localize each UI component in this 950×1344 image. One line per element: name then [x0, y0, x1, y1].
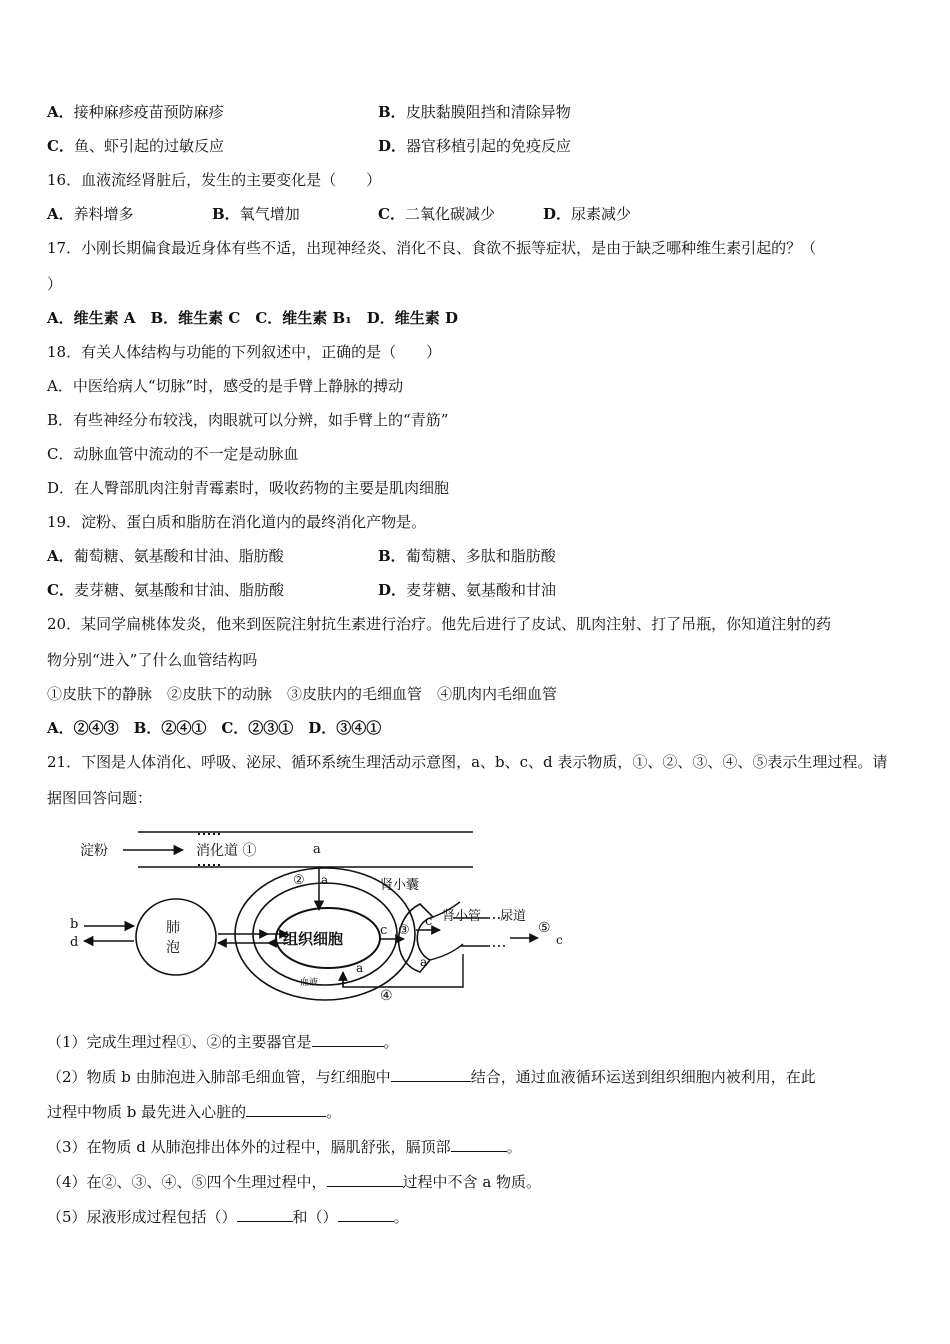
alveolus-char1: 肺: [166, 920, 180, 936]
label-a-top: a: [313, 842, 321, 857]
answer-blank-1[interactable]: [312, 1032, 384, 1047]
q15-option-a: A．接种麻疹疫苗预防麻疹: [47, 103, 224, 121]
label-c-left: c: [380, 923, 388, 938]
physiology-diagram: [68, 822, 568, 1010]
answer-blank-5b[interactable]: [338, 1207, 394, 1222]
q18-option-b: B．有些神经分布较浅，肉眼就可以分辨，如手臂上的“青筋”: [47, 411, 449, 429]
q19-option-c: C．麦芽糖、氨基酸和甘油、脂肪酸: [47, 581, 284, 599]
q21-sub2-cont: 过程中物质 b 最先进入心脏的 。: [47, 1103, 342, 1121]
q21-sub2: （2）物质 b 由肺泡进入肺部毛细血管，与红细胞中 结合，通过血液循环运送到组织细胞内被利用，在此: [47, 1068, 816, 1086]
process-three: ③: [398, 923, 410, 938]
q20-items: ①皮肤下的静脉 ②皮肤下的动脉 ③皮肤内的毛细血管 ④肌肉内毛细血管: [47, 685, 558, 703]
q21-stem-line2: 据图回答问题：: [47, 789, 153, 807]
label-b: b: [70, 917, 79, 932]
q21-sub3: （3）在物质 d 从肺泡排出体外的过程中，膈肌舒张，膈顶部 。: [47, 1138, 522, 1156]
label-a-absorb: a: [321, 873, 329, 887]
q17-options: A．维生素 A B．维生素 C C．维生素 B₁ D．维生素 D: [47, 309, 458, 327]
starch-label: 淀粉: [80, 843, 108, 859]
label-a-lower: a: [356, 961, 364, 975]
label-d: d: [70, 935, 79, 950]
answer-blank-4[interactable]: [327, 1172, 403, 1187]
answer-blank-2a[interactable]: [391, 1067, 471, 1082]
q16-option-d: D．尿素减少: [543, 205, 632, 223]
q15-option-d: D．器官移植引起的免疫反应: [378, 137, 572, 155]
q19-option-d: D．麦芽糖、氨基酸和甘油: [378, 581, 557, 599]
q16-option-a: A．养料增多: [47, 205, 134, 223]
q18-option-c: C．动脉血管中流动的不一定是动脉血: [47, 445, 299, 463]
process-two: ②: [293, 873, 305, 888]
tubule-label: 肾小管: [442, 909, 482, 924]
label-c-right: c: [556, 933, 563, 947]
q19-stem: 19．淀粉、蛋白质和脂肪在消化道内的最终消化产物是。: [47, 513, 427, 531]
process-five: ⑤: [538, 920, 551, 936]
urethra-label: 尿道: [500, 909, 527, 924]
answer-blank-5a[interactable]: [237, 1207, 293, 1222]
q20-stem-line2: 物分别“进入”了什么血管结构吗: [47, 651, 258, 669]
alveolus: [136, 899, 216, 975]
answer-blank-3[interactable]: [451, 1137, 507, 1152]
q16-stem: 16．血液流经肾脏后，发生的主要变化是（ ）: [47, 171, 382, 189]
process-four: ④: [380, 988, 393, 1004]
q17-stem-line1: 17．小刚长期偏食最近身体有些不适，出现神经炎、消化不良、食欲不振等症状，是由于缺乏哪种维生素引起的？（: [47, 239, 817, 257]
q18-option-d: D．在人臀部肌肉注射青霉素时，吸收药物的主要是肌肉细胞: [47, 479, 450, 497]
q15-option-b: B．皮肤黏膜阻挡和清除异物: [378, 103, 571, 121]
q19-option-b: B．葡萄糖、多肽和脂肪酸: [378, 547, 556, 565]
tissue-label: 组织细胞: [283, 930, 344, 948]
q21-sub5: （5）尿液形成过程包括（） 和（） 。: [47, 1208, 409, 1226]
q20-options: A．②④③ B．②④① C．②③① D．③④①: [47, 719, 382, 737]
q21-sub1: （1）完成生理过程①、②的主要器官是 。: [47, 1033, 399, 1051]
tract-label: 消化道 ①: [196, 843, 257, 859]
q21-stem-line1: 21．下图是人体消化、呼吸、泌尿、循环系统生理活动示意图，a、b、c、d 表示物质，①、②、③、④、⑤表示生理过程。请: [47, 753, 888, 771]
q20-stem-line1: 20．某同学扁桃体发炎，他来到医院注射抗生素进行治疗。他先后进行了皮试、肌肉注射、打了吊瓶，你知道注射的药: [47, 615, 832, 633]
label-c-mid: c: [425, 914, 433, 929]
q16-option-b: B．氧气增加: [212, 205, 300, 223]
q18-option-a: A．中医给病人“切脉”时，感受的是手臂上静脉的搏动: [47, 377, 404, 395]
alveolus-char2: 泡: [166, 940, 180, 956]
blood-label: 血液: [300, 978, 319, 988]
q18-stem: 18．有关人体结构与功能的下列叙述中，正确的是（ ）: [47, 343, 442, 361]
q16-option-c: C．二氧化碳减少: [378, 205, 495, 223]
kidney-capsule-label: 肾小囊: [380, 878, 420, 893]
q19-option-a: A．葡萄糖、氨基酸和甘油、脂肪酸: [47, 547, 284, 565]
answer-blank-2b[interactable]: [246, 1102, 326, 1117]
q21-sub4: （4）在②、③、④、⑤四个生理过程中， 过程中不含 a 物质。: [47, 1173, 542, 1191]
label-a-kidney: a: [420, 955, 428, 969]
q15-option-c: C．鱼、虾引起的过敏反应: [47, 137, 224, 155]
q17-stem-line2: ）: [47, 275, 63, 293]
